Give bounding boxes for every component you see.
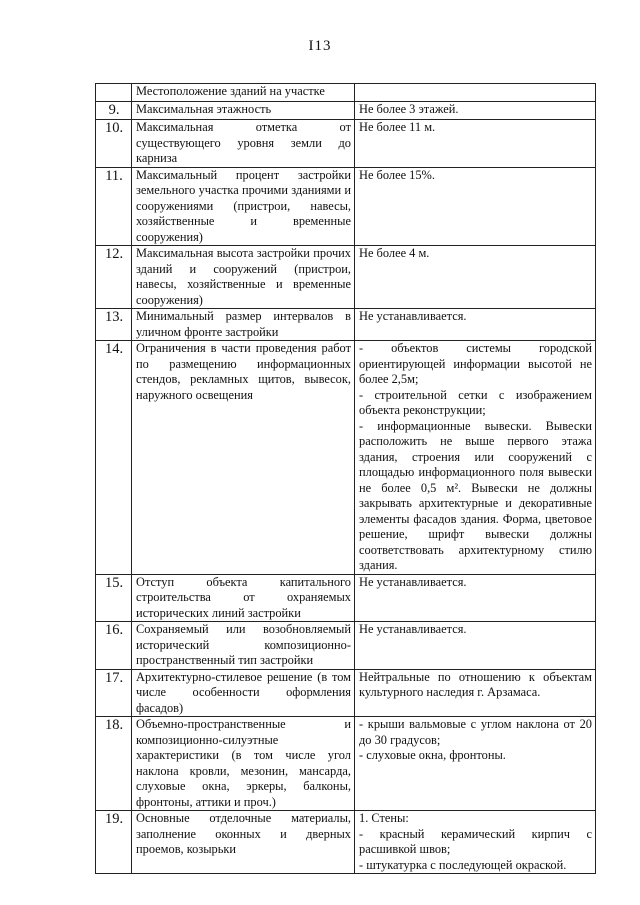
parameter-text: Объемно-пространственные и композиционно-силуэтные характеристики (в том числе угол наклона кровли, мезонин, мансарда, слуховые окна, эркеры, балконы, фронтоны, аттики и проч.) (136, 717, 351, 809)
table-row (96, 102, 596, 120)
parameter-text: Максимальная этажность (136, 102, 272, 116)
row-parameter (132, 167, 355, 246)
table-row (96, 717, 596, 811)
row-parameter (132, 246, 355, 309)
row-value (355, 341, 596, 575)
table-row (96, 622, 596, 670)
table-row (96, 811, 596, 874)
table-row (96, 574, 596, 622)
row-parameter (132, 120, 355, 168)
row-parameter (132, 309, 355, 341)
row-number: 18. (96, 717, 132, 811)
value-text: Нейтральные по отношению к объектам культурного наследия г. Арзамаса. (359, 669, 592, 699)
value-list-item: - информационные вывески. Вывески расположить не выше первого этажа здания, строения или сооружений с площадью информационного поля вывески не более 0,5 м². Вывески не должны закрывать архитектурные и декоративные элементы фасадов здания. Форма, цветовое решение, шрифт вывески должны соответствовать архитектурному стилю здания. (359, 418, 592, 572)
parameter-text: Ограничения в части проведения работ по размещению информационных стендов, рекламных щитов, вывесок, наружного освещения (136, 341, 351, 402)
row-parameter (132, 717, 355, 811)
row-number: 13. (96, 309, 132, 341)
parameter-text: Максимальная высота застройки прочих зданий и сооружений (пристрои, навесы, хозяйственные и временные сооружения) (136, 246, 351, 307)
value-list-item: - красный керамический кирпич с расшивкой швов; (359, 826, 592, 856)
row-number: 16. (96, 622, 132, 670)
requirements-table (95, 83, 596, 874)
row-parameter (132, 102, 355, 120)
row-value (355, 574, 596, 622)
row-number: 19. (96, 811, 132, 874)
row-value (355, 717, 596, 811)
row-value (355, 811, 596, 874)
row-value (355, 622, 596, 670)
row-parameter-cell: Местоположение зданий на участке (132, 84, 355, 102)
row-parameter (132, 811, 355, 874)
value-text: Не более 11 м. (359, 120, 436, 134)
parameter-text: Максимальный процент застройки земельного участка прочими зданиями и сооружениями (пристрои, навесы, хозяйственные и временные сооружения) (136, 167, 351, 244)
table-row (96, 246, 596, 309)
table-row (96, 120, 596, 168)
table-row-header (96, 84, 596, 102)
row-number: 11. (96, 167, 132, 246)
row-parameter (132, 574, 355, 622)
page-number: I13 (308, 38, 332, 54)
parameter-text: Архитектурно-стилевое решение (в том числе особенности оформления фасадов) (136, 669, 351, 715)
table-row (96, 167, 596, 246)
value-text: Не устанавливается. (359, 622, 467, 636)
row-number: 12. (96, 246, 132, 309)
table-row (96, 341, 596, 575)
parameter-text: Сохраняемый или возобновляемый исторический композиционно-пространственный тип застройки (136, 622, 351, 667)
row-value (355, 309, 596, 341)
row-value (355, 246, 596, 309)
row-parameter (132, 669, 355, 717)
parameter-text: Минимальный размер интервалов в уличном фронте застройки (136, 309, 351, 339)
row-parameter (132, 341, 355, 575)
row-value (355, 102, 596, 120)
value-text: Не более 4 м. (359, 246, 430, 260)
parameter-text: Отступ объекта капитального строительства от охраняемых исторических линий застройки (136, 574, 351, 620)
row-parameter (132, 622, 355, 670)
value-list-item: - объектов системы городской ориентирующей информации высотой не более 2,5м; (359, 341, 592, 386)
row-value (355, 167, 596, 246)
row-number: 14. (96, 341, 132, 575)
value-list-item: - слуховые окна, фронтоны. (359, 748, 506, 762)
value-text: Не более 15%. (359, 167, 435, 182)
value-text: Не более 3 этажей. (359, 102, 459, 116)
row-number-cell (96, 84, 132, 102)
value-list-item: - строительной сетки с изображением объекта реконструкции; (359, 387, 592, 417)
value-list-item: 1. Стены: (359, 811, 409, 825)
value-list-item: - штукатурка с последующей окраской. (359, 857, 567, 872)
row-value (355, 120, 596, 168)
parameter-text: Основные отделочные материалы, заполнение оконных и дверных проемов, козырьки (136, 811, 351, 856)
value-text: Не устанавливается. (359, 574, 467, 589)
table-row (96, 669, 596, 717)
row-value (355, 669, 596, 717)
row-value-cell (355, 84, 596, 102)
parameter-text: Максимальная отметка от существующего уровня земли до карниза (136, 120, 351, 165)
value-text: Не устанавливается. (359, 309, 467, 323)
value-list-item: - крыши вальмовые с углом наклона от 20 до 30 градусов; (359, 717, 592, 747)
table-row (96, 309, 596, 341)
row-number: 10. (96, 120, 132, 168)
row-number: 9. (96, 102, 132, 120)
row-number: 17. (96, 669, 132, 717)
row-number: 15. (96, 574, 132, 622)
